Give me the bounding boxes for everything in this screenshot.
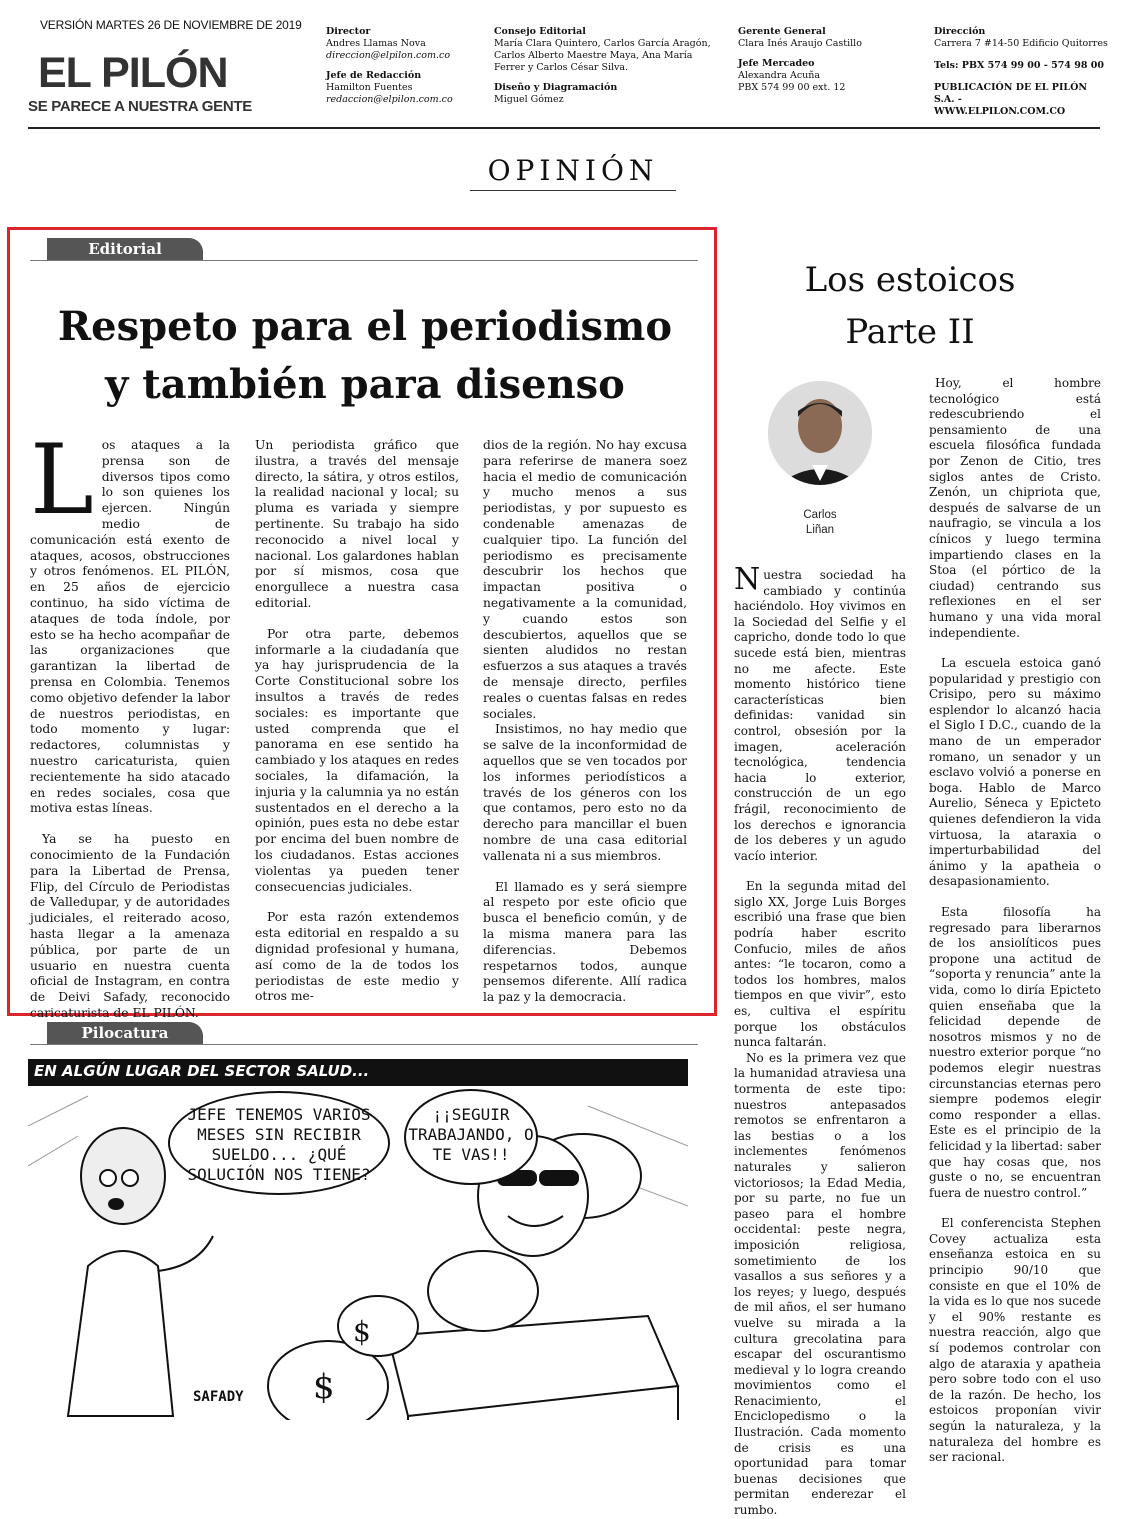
staff-name: Alexandra Acuña <box>738 70 821 81</box>
edition-date: VERSIÓN MARTES 26 DE NOVIEMBRE DE 2019 <box>40 18 302 32</box>
opinion-column-1 <box>734 562 906 1519</box>
paragraph: El llamado es y será siempre al respeto por este oficio que busca el beneficio común, y de la misma manera para las diferencias. Debemos respetarnos todos, aunque pensemos diferente. Allí radica la paz y la democracia. <box>483 879 687 1005</box>
headline-line-2: y también para disenso <box>105 361 625 408</box>
cartoonist-signature: SAFADY <box>193 1389 244 1405</box>
address: Carrera 7 #14-50 Edificio Quitorres <box>934 38 1108 49</box>
author-photo-icon <box>768 381 872 485</box>
cartoon-banner <box>28 1059 688 1086</box>
editorial-column-1 <box>30 424 230 1022</box>
paragraph: Esta filosofía ha regresado para liberarnos de los ansiolíticos pues propone una actitud de “soporta y renuncia” ante la vida, como lo diría Epicteto quien enseñaba que la felicidad depende de nosotros mismos y no de nuestro exterior porque “no podemos elegir nuestras circunstancias eternas pero siempre podemos elegir como responder a ellas. Este es el principio de la felicidad y la libertad: saber que hay cosas que, nos guste o no, se encuentran fuera de nuestro control.” <box>929 905 1101 1200</box>
section-underline <box>470 190 676 191</box>
opinion-column-2 <box>929 376 1101 1466</box>
drop-cap: L <box>30 424 94 536</box>
editorial-tab-rule <box>30 260 698 261</box>
svg-text:$: $ <box>353 1315 371 1348</box>
staff-name: Hamilton Fuentes <box>326 82 413 93</box>
author-first-name: Carlos <box>803 509 837 521</box>
staff-name: Carlos Alberto Maestre Maya, Ana María <box>494 50 693 61</box>
paragraph: No es la primera vez que la humanidad atraviesa una tormenta de este tipo: nuestros antepasados remotos se enfrentaron a las bestias o a los inclementes fenómenos naturales y salieron victoriosos; la Edad Media, por su parte, no fue un paseo para el hombre occidental: peste negra, imposición religiosa, sometimiento de los vasallos a sus señores y a los reyes; y luego, después de mil años, el ser humano vuelve su mirada a la cultura grecolatina para escapar del oscurantismo medieval y lo logra creando movimientos como el Renacimiento, el Enciclopedismo o la Ilustración. Cada momento de crisis es una oportunidad para tomar buenas decisiones que permitan enderezar el rumbo. <box>734 1050 906 1518</box>
author-last-name: Liñan <box>805 524 835 536</box>
paragraph: La escuela estoica ganó popularidad y prestigio con Crisipo, pero su máximo esplendor lo alcanzó hacia el Siglo I D.C., cuando de la mano de un emperador romano, un senador y un esclavo volvió a ponerse en boga. Hablo de Marco Aurelio, Séneca y Epicteto quienes defendieron la vida virtuosa, la ataraxia o imperturbabilidad del ánimo y la apatheia o desapasionamiento. <box>929 656 1101 889</box>
staff-name: Andres Llamas Nova <box>326 38 426 49</box>
headline-line-1: Respeto para el periodismo <box>57 303 673 350</box>
author-name <box>770 508 870 538</box>
staff-role: Gerente General <box>738 26 826 37</box>
newspaper-tagline: SE PARECE A NUESTRA GENTE <box>28 98 252 115</box>
website: WWW.ELPILON.COM.CO <box>934 106 1066 117</box>
cartoon-tab-rule <box>30 1044 698 1045</box>
staff-role: Diseño y Diagramación <box>494 82 618 93</box>
paragraph: Un periodista gráfico que ilustra, a través del mensaje directo, la sátira, y otros estilos, la realidad nacional y local; su pluma es variada y siempre pertinente. Su trabajo ha sido reconocido a nivel local y nacional. Los galardones hablan por sí mismos, cosa que enorgullece a nuestra casa editorial. <box>255 438 459 610</box>
staff-role: Jefe de Redacción <box>326 70 422 81</box>
paragraph: Por otra parte, debemos informarle a la ciudadanía que ya hay jurisprudencia de la Corte Constitucional sobre los insultos a través de redes sociales: es importante que usted comprenda que el panorama en ese sentido ha cambiado y los ataques en redes sociales, la difamación, la injuria y la calumnia ya no están sustentados en el derecho a la opinión, pues esta no debe estar por encima del buen nombre de los ciudadanos. Estas acciones violentas ya pueden tener consecuencias judiciales. <box>255 626 459 894</box>
speech-bubble-employee: JEFE TENEMOS VARIOS MESES SIN RECIBIR SUELDO... ¿QUÉ SOLUCIÓN NOS TIENE? <box>168 1091 390 1195</box>
drop-cap: N <box>734 562 761 597</box>
opinion-title <box>760 254 1060 358</box>
staff-phone: PBX 574 99 00 ext. 12 <box>738 82 846 93</box>
opinion-title-line-1: Los estoicos <box>804 260 1016 300</box>
section-title: OPINIÓN <box>487 154 659 187</box>
editorial-headline <box>30 298 700 414</box>
staff-role: Dirección <box>934 26 986 37</box>
opinion-title-line-2: Parte II <box>845 312 975 352</box>
cartoon-tab: Pilocatura <box>47 1022 203 1044</box>
staff-email: redaccion@elpilon.com.co <box>326 94 453 105</box>
masthead-divider <box>28 127 1100 129</box>
paragraph: dios de la región. No hay excusa para referirse de manera soez hacia el medio de comunicación y mucho menos a sus periodistas, y por supuesto es condenable amenazas de cualquier tipo. La función del periodismo es precisamente descubrir los hechos que impactan positiva o negativamente a la comunidad, y cuando estos son descubiertos, aquellos que se sienten aludidos no restan esfuerzos a sus ataques a través de mensaje directo, perfiles reales o cuentas falsas en redes sociales. <box>483 438 687 721</box>
paragraph: os ataques a la prensa son de diversos tipos como lo son quienes los ejercen. Ningún medio de comunicación está exento de ataques, acosos, obstrucciones y otros fenómenos. EL PILÓN, en 25 años de ejercicio continuo, ha sido víctima de ataques de toda índole, por esto se ha hecho acompañar de las organizaciones que garantizan la libertad de prensa en Colombia. Tenemos como objetivo defender la labor de nuestros periodistas, en todo momento y lugar: redactores, columnistas y nuestro caricaturista, quien recientemente ha sido atacado en redes sociales, cosa que motiva estas líneas. <box>30 438 230 816</box>
speech-bubble-boss: ¡¡SEGUIR TRABAJANDO, O TE VAS!! <box>404 1089 538 1185</box>
editorial-column-3 <box>483 438 687 1006</box>
staff-column-2 <box>494 26 724 114</box>
author-avatar <box>768 381 872 485</box>
staff-column-3 <box>738 26 918 102</box>
staff-name: Clara Inés Araujo Castillo <box>738 38 862 49</box>
paragraph: Insistimos, no hay medio que se salve de la inconformidad de aquellos que se ven tocados por los informes periodísticos a través de los géneros con los que contamos, pero esto no da derecho para mancillar el buen nombre de una casa editorial vallenata ni a sus miembros. <box>483 722 687 863</box>
publisher: PUBLICACIÓN DE EL PILÓN S.A. - <box>934 82 1088 105</box>
editorial-tab: Editorial <box>47 238 203 260</box>
staff-column-4 <box>934 26 1109 126</box>
staff-role: Director <box>326 26 371 37</box>
staff-email: direccion@elpilon.com.co <box>326 50 451 61</box>
newspaper-logo: EL PILÓN <box>38 49 228 97</box>
editorial-column-2 <box>255 438 459 1005</box>
phones: Tels: PBX 574 99 00 - 574 98 00 <box>934 60 1104 71</box>
cartoon-banner-text: EN ALGÚN LUGAR DEL SECTOR SALUD... <box>34 1062 370 1080</box>
staff-name: María Clara Quintero, Carlos García Aragón, <box>494 38 711 49</box>
svg-text:$: $ <box>313 1367 335 1407</box>
staff-column-1 <box>326 26 486 114</box>
paragraph: uestra sociedad ha cambiado y continúa haciéndolo. Hoy vivimos en la Sociedad del Selfie y el capricho, donde todo lo que sucede está bien, mientras no me afecte. Este momento histórico tiene características bien definidas: vanidad sin control, obsesión por la imagen, aceleración tecnológica, tendencia hacia lo exterior, construcción de un ego frágil, reconocimiento de los derechos e ignorancia de los deberes y un agudo vacío interior. <box>734 568 906 863</box>
paragraph: El conferencista Stephen Covey actualiza esta enseñanza estoica en su principio 90/10 que consiste en que el 10% de la vida es lo que nos sucede y el 90% restante es nuestra reacción, algo que sí podemos controlar con algo de ataraxia y apatheia pero sobre todo con el uso de la razón. De hecho, los estoicos proponían vivir según la naturaleza, y la naturaleza del hombre es ser racional. <box>929 1216 1101 1465</box>
paragraph: Por esta razón extendemos esta editorial en respaldo a su dignidad profesional y humana, así como de la de todos los periodistas de este medio y otros me- <box>255 910 459 1004</box>
editorial-cartoon <box>28 1059 688 1420</box>
paragraph: En la segunda mitad del siglo XX, Jorge Luis Borges escribió una frase que bien podría haber escrito Confucio, miles de años antes: “le tocaron, como a todos los hombres, malos tiempos en que vivir”, esto es, cultiva el espíritu porque los obstáculos nunca faltarán. <box>734 879 906 1050</box>
staff-name: Ferrer y Carlos César Silva. <box>494 62 629 73</box>
paragraph: Ya se ha puesto en conocimiento de la Fundación para la Libertad de Prensa, Flip, del Círculo de Periodistas de Valledupar, y de autoridades judiciales, el reiterado acoso, hasta llegar a la amenaza pública, por parte de un usuario en nuestra cuenta oficial de Instagram, en contra de Deivi Safady, reconocido caricaturista de EL PILÓN. <box>30 832 230 1020</box>
paragraph: Hoy, el hombre tecnológico está redescubriendo el pensamiento de una escuela filosófica fundada por Zenon de Citio, tres siglos antes de Cristo. Zenón, un chipriota que, después de salvarse de un naufragio, se vincula a los cínicos y luego termina impartiendo clases en la Stoa (el pórtico de la ciudad) centrando sus reflexiones en el ser humano y una vida moral independiente. <box>929 376 1101 640</box>
staff-role: Consejo Editorial <box>494 26 586 37</box>
staff-role: Jefe Mercadeo <box>738 58 815 69</box>
staff-name: Miguel Gómez <box>494 94 564 105</box>
